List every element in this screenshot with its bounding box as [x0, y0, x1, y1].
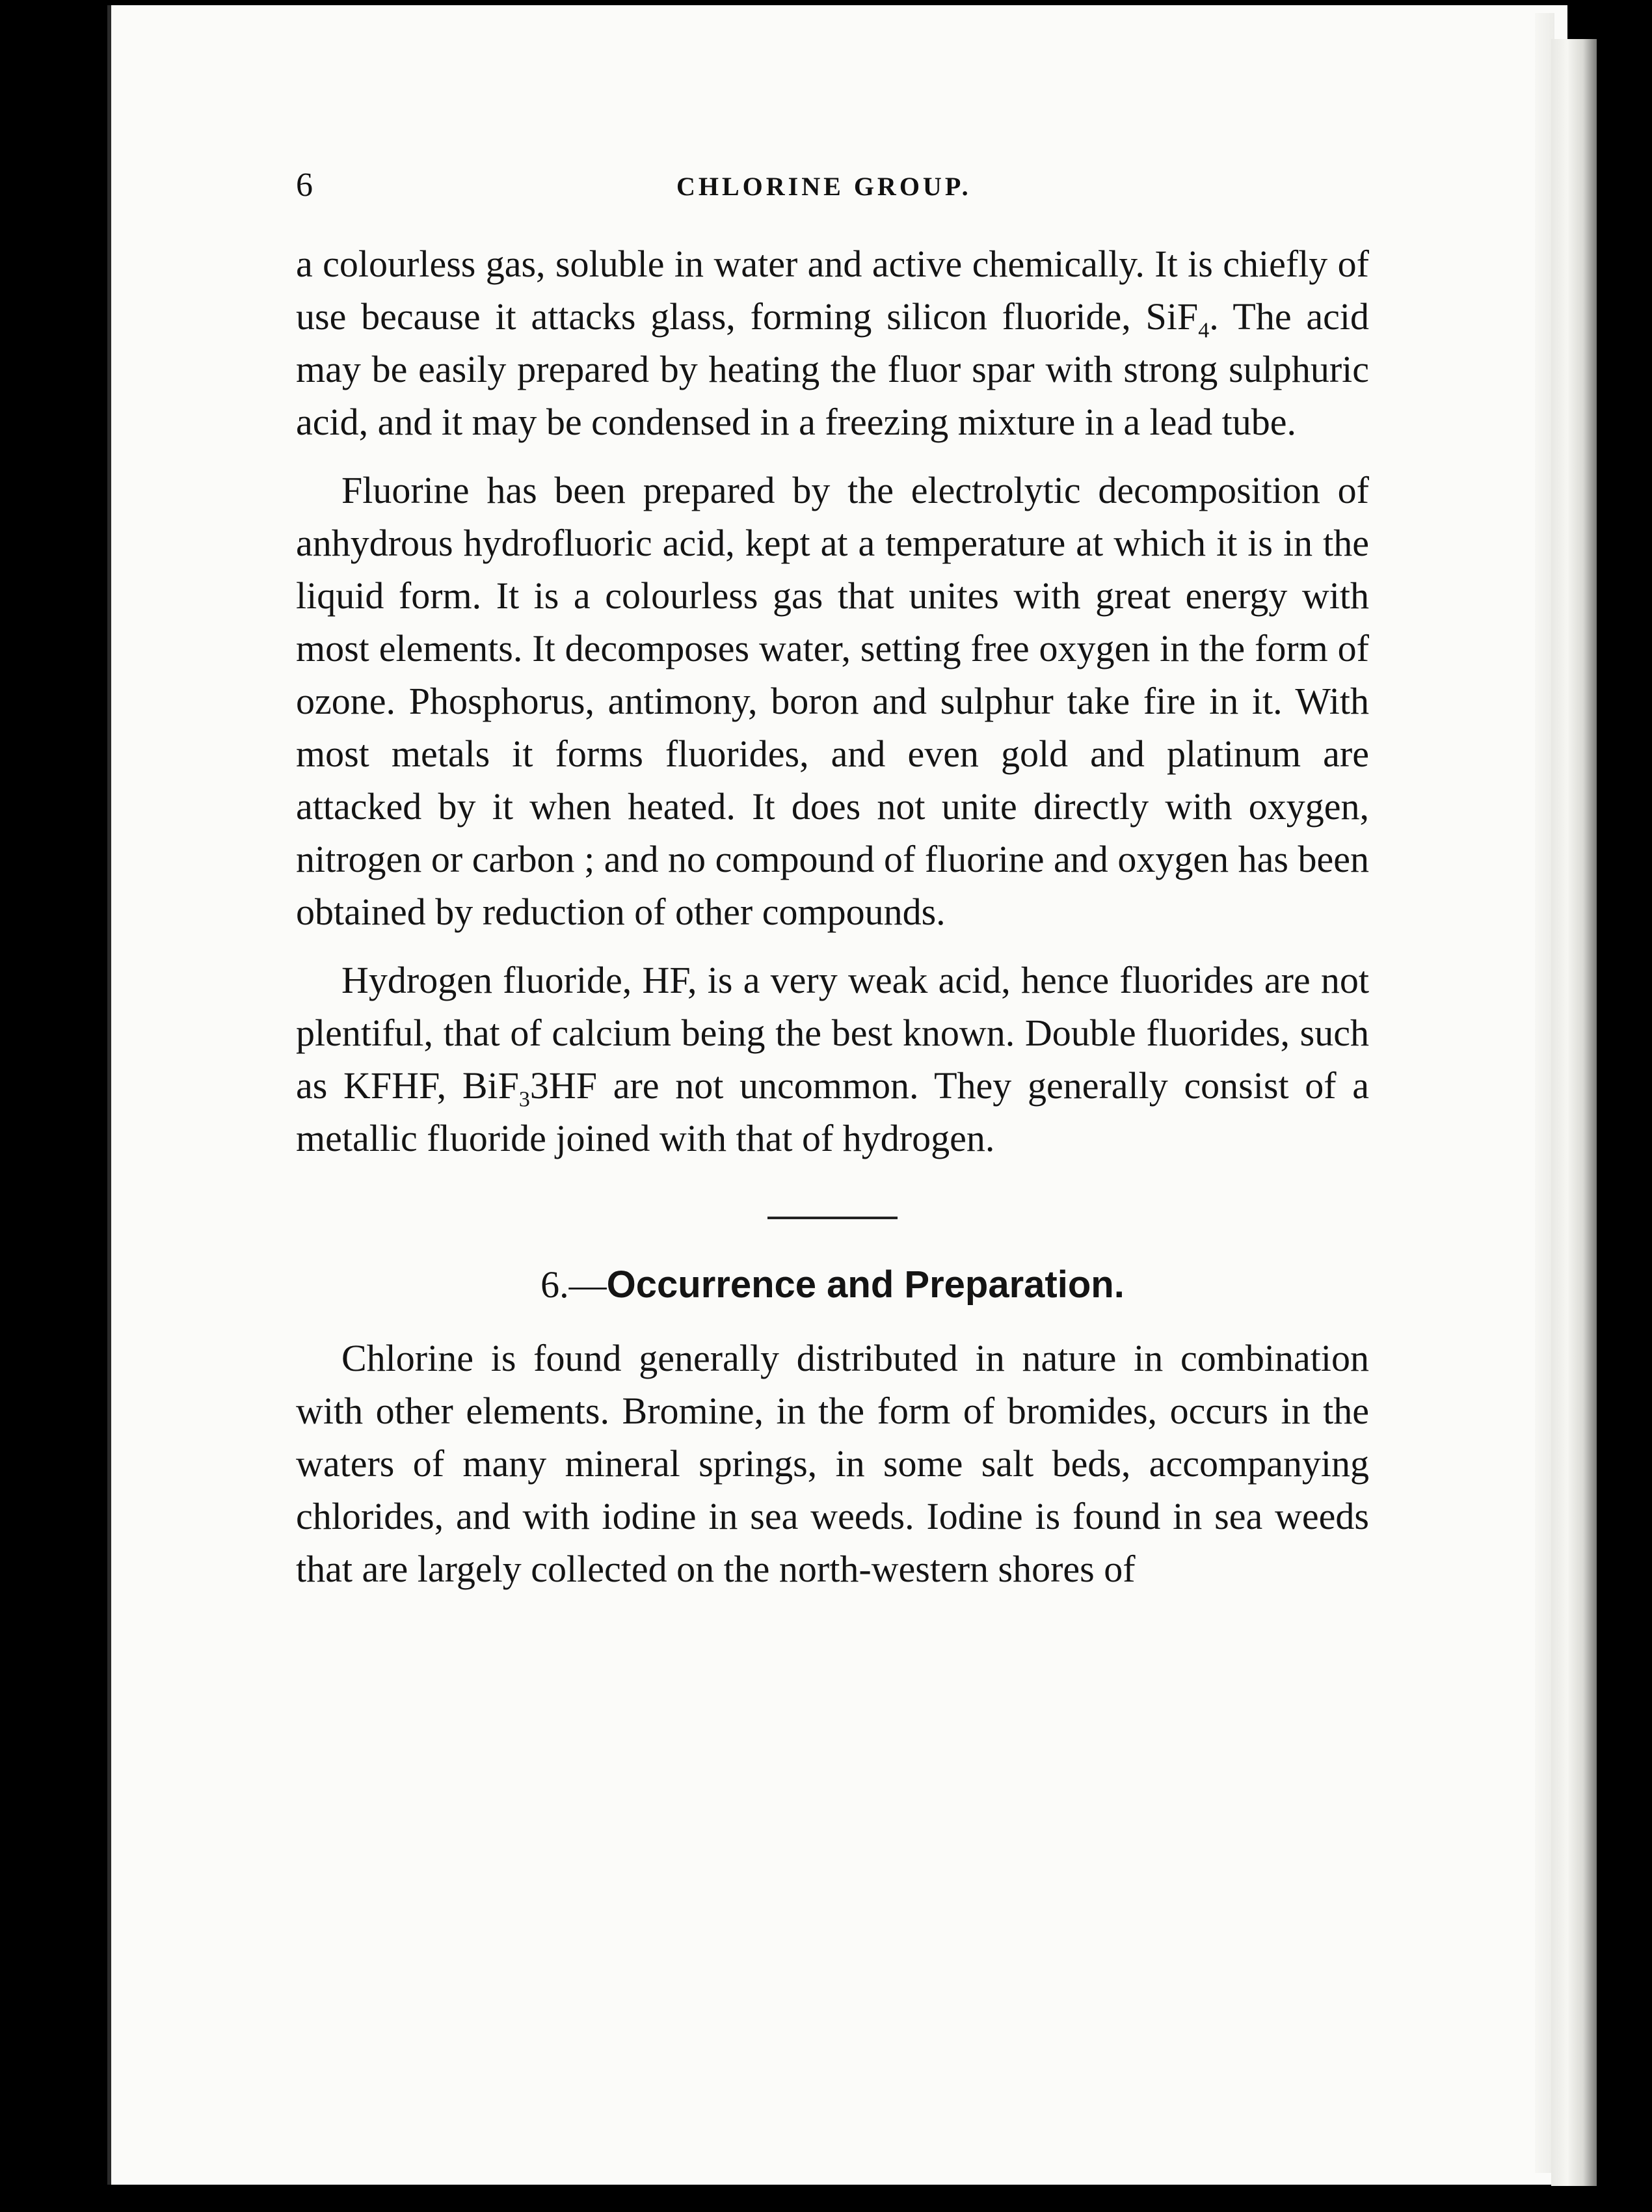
paragraph-1-text-b: . The acid may be easily prepared by heating the fluor spar with strong sulphuric acid, and it may be condensed in a freezing mixture in a lead tube.: [296, 295, 1369, 443]
section-heading: [296, 1258, 1369, 1311]
page-edge: [1551, 39, 1597, 2186]
paragraph-1: [296, 237, 1369, 448]
page-header: [296, 166, 1369, 211]
paragraph-3-text-a: Hydrogen fluoride, HF, is a very weak acid, hence fluorides are not plentiful, that of calcium being the best known. Double fluorides, such as KFHF, BiF: [296, 959, 1369, 1107]
paragraph-4: Chlorine is found generally distributed in nature in combination with other elements. Bromine, in the form of bromides, occurs in the waters of many mineral springs, in some salt beds, accompanying chlorides, and with iodine in sea weeds. Iodine is found in sea weeds that are largely collected on the north-western shores of: [296, 1337, 1369, 1590]
section-number: 6.—: [540, 1263, 607, 1306]
paragraph-1-text-a: a colourless gas, soluble in water and active chemically. It is chiefly of use because it attacks glass, forming silicon fluoride, SiF: [296, 243, 1369, 338]
body-text: [296, 237, 1369, 1611]
section-divider: [767, 1217, 898, 1219]
subscript: 4: [1198, 318, 1210, 343]
running-head: CHLORINE GROUP.: [676, 172, 972, 201]
page-number: 6: [296, 167, 313, 204]
paragraph-3: [296, 954, 1369, 1165]
paragraph-3-text-b: 3HF are not uncommon. They generally consist of a metallic fluoride joined with that of hydrogen.: [296, 1064, 1369, 1159]
paragraph-2: Fluorine has been prepared by the electrolytic decomposition of anhydrous hydrofluoric acid, kept at a temperature at which it is in the liquid form. It is a colourless gas that unites with great energy with most elements. It decomposes water, setting free oxygen in the form of ozone. Phosphorus, antimony, boron and sulphur take fire in it. With most metals it forms fluorides, and even gold and platinum are attacked by it when heated. It does not unite directly with oxygen, nitrogen or carbon ; and no compound of fluorine and oxygen has been obtained by reduction of other compounds.: [296, 469, 1369, 933]
subscript: 3: [518, 1087, 530, 1112]
section-title: Occurrence and Preparation.: [606, 1263, 1125, 1306]
